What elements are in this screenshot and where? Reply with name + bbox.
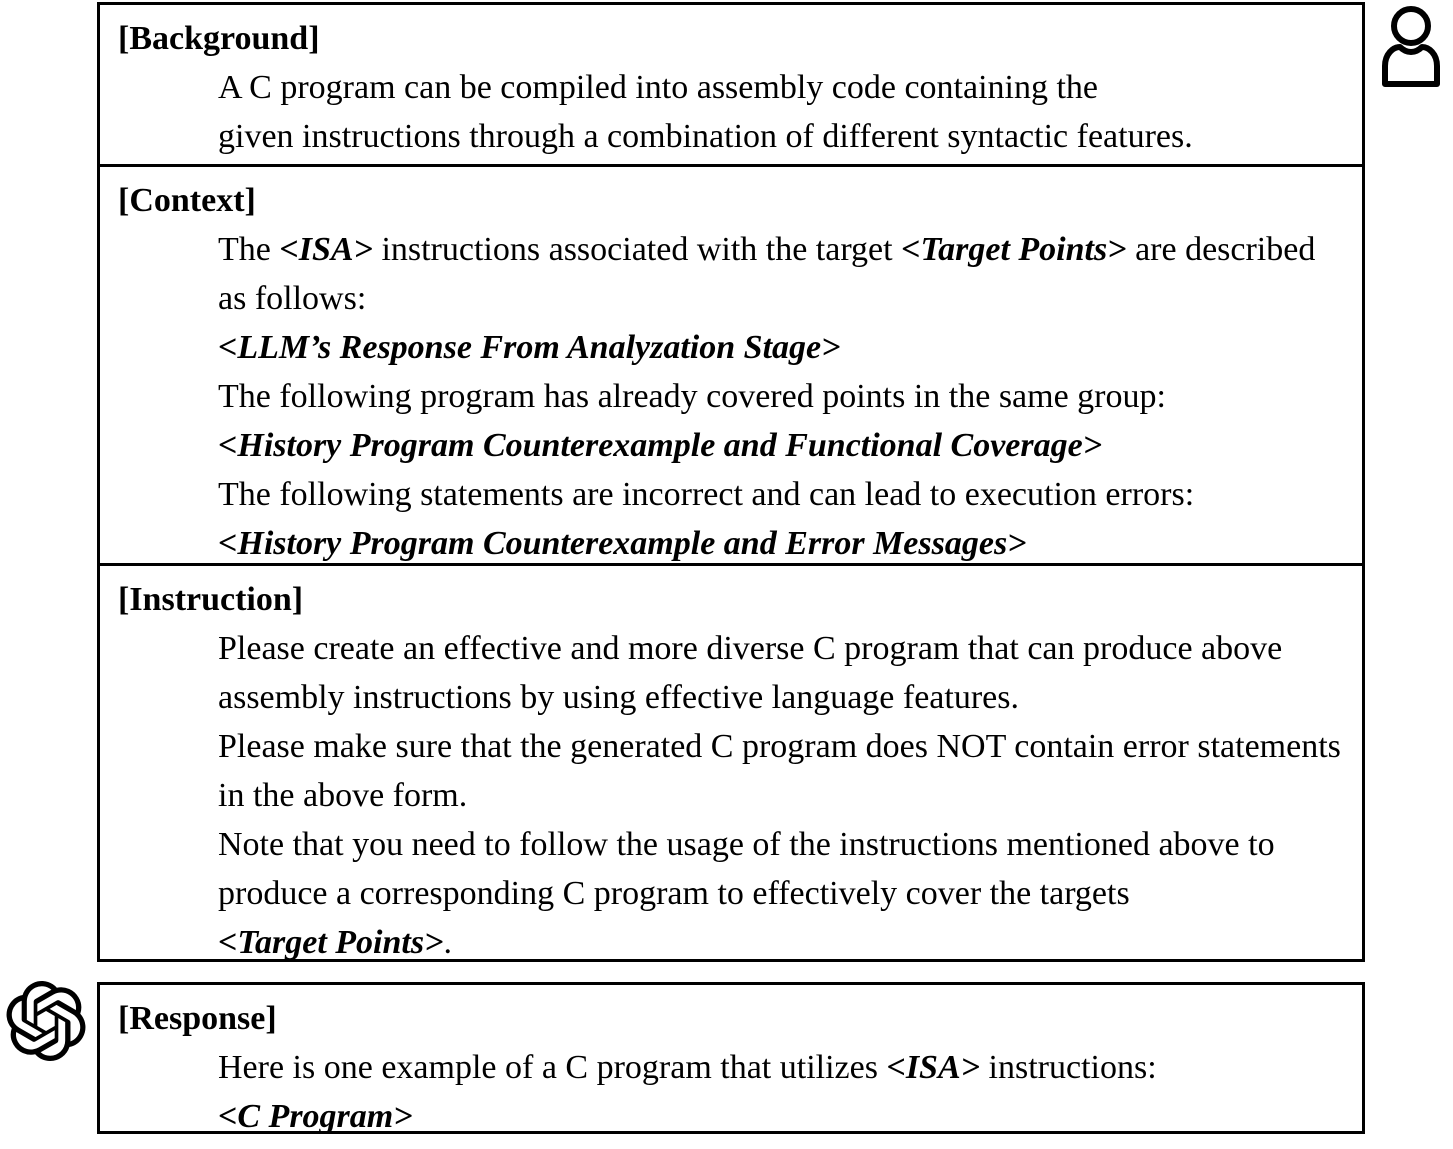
placeholder-token: <ISA> xyxy=(886,1049,981,1086)
text-run: instructions associated with the target xyxy=(372,231,902,268)
text-run: Note that you need to follow the usage of the instructions mentioned above to produce a corresponding C program to effectively cover the targets xyxy=(218,826,1275,912)
text-line: Please create an effective and more diverse C program that can produce above assembly instructions by using effective language features. xyxy=(218,630,1283,716)
text-line: given instructions through a combination of different syntactic features. xyxy=(218,118,1193,155)
text-run: The xyxy=(218,231,280,268)
section-title: [Context] xyxy=(118,182,256,219)
text-line: The following program has already covered points in the same group: xyxy=(218,378,1166,415)
placeholder-token: <History Program Counterexample and Functional Coverage> xyxy=(218,427,1103,464)
section-body xyxy=(218,63,1348,161)
response-card xyxy=(97,982,1365,1134)
placeholder-token: <ISA> xyxy=(279,231,373,268)
placeholder-token: <History Program Counterexample and Error Messages> xyxy=(218,525,1027,562)
section-background xyxy=(100,5,1362,164)
section-body xyxy=(218,624,1348,967)
text-run: Here is one example of a C program that utilizes xyxy=(218,1049,887,1086)
user-avatar-icon xyxy=(1378,4,1444,88)
section-context xyxy=(100,164,1362,563)
placeholder-token: <LLM’s Response From Analyzation Stage> xyxy=(218,329,841,366)
openai-logo-icon xyxy=(6,980,86,1062)
text-run: are described as follows: xyxy=(218,231,1316,317)
text-line: The following statements are incorrect and can lead to execution errors: xyxy=(218,476,1195,513)
section-body xyxy=(218,1043,1348,1141)
placeholder-token: <Target Points> xyxy=(901,231,1127,268)
text-run: . xyxy=(443,924,452,961)
text-line xyxy=(218,820,1348,967)
placeholder-token: <Target Points> xyxy=(218,924,444,961)
text-line: Please make sure that the generated C program does NOT contain error statements in the above form. xyxy=(218,728,1341,814)
section-body xyxy=(218,225,1348,568)
section-title: [Background] xyxy=(118,20,320,57)
text-line: A C program can be compiled into assembly code containing the xyxy=(218,69,1098,106)
section-instruction xyxy=(100,563,1362,959)
placeholder-token: <C Program> xyxy=(218,1098,413,1135)
text-line xyxy=(218,225,1348,323)
text-run: instructions: xyxy=(980,1049,1157,1086)
text-line xyxy=(218,1043,1348,1092)
section-title: [Instruction] xyxy=(118,581,304,618)
section-title: [Response] xyxy=(118,1000,277,1037)
prompt-card xyxy=(97,2,1365,962)
